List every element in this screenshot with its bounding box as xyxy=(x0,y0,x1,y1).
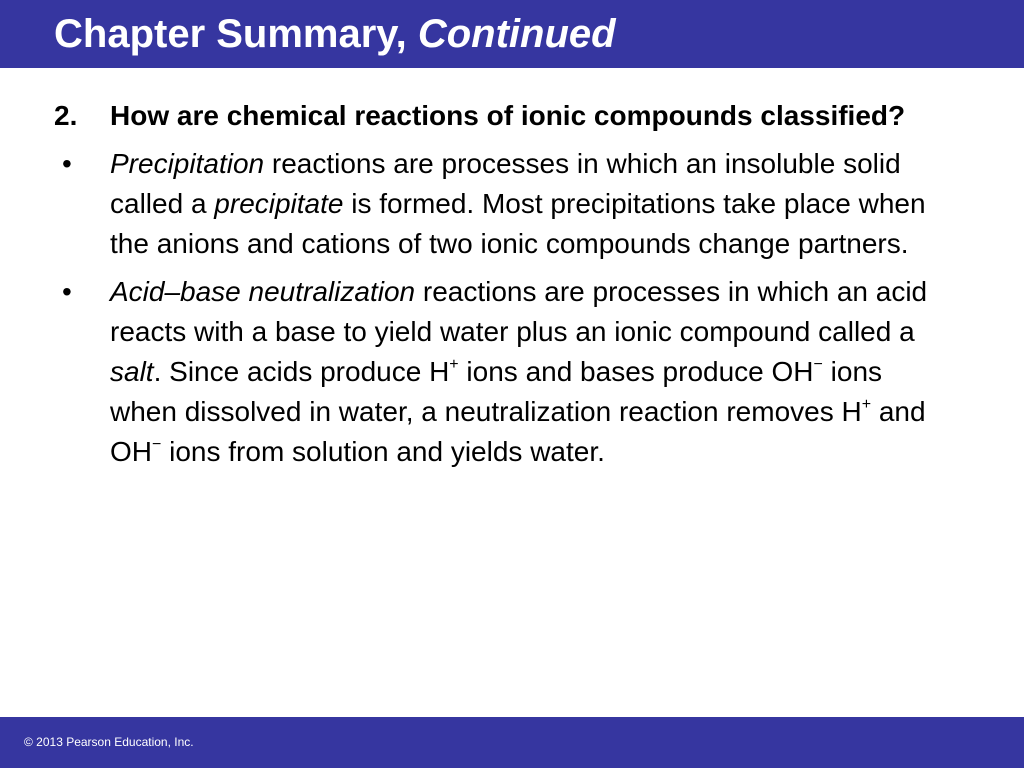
superscript-minus: − xyxy=(152,436,162,453)
bullet-precipitation-text xyxy=(110,144,954,264)
term-precipitation: Precipitation xyxy=(110,148,265,179)
footer-bar xyxy=(0,717,1024,768)
text-span: and OH xyxy=(110,396,926,467)
bullet-precipitation xyxy=(54,144,954,264)
text-span: . Since acids produce H xyxy=(153,356,450,387)
slide-content xyxy=(54,96,954,480)
term-salt: salt xyxy=(110,356,154,387)
bullet-dot: • xyxy=(62,276,72,307)
bullet-dot: • xyxy=(62,148,72,179)
slide-title xyxy=(54,10,616,58)
text-span: ions from solution and yields water. xyxy=(161,436,605,467)
superscript-plus: + xyxy=(449,356,459,373)
term-acid-base: Acid–base neutralization xyxy=(110,276,416,307)
copyright-text: © 2013 Pearson Education, Inc. xyxy=(24,735,194,749)
text-span: reactions are processes in which an insoluble solid called a xyxy=(110,148,901,219)
superscript-plus: + xyxy=(861,396,872,413)
term-precipitate: precipitate xyxy=(214,188,344,219)
bullet-neutralization-text xyxy=(110,272,954,472)
title-main: Chapter Summary, xyxy=(54,12,407,56)
bullet-neutralization xyxy=(54,272,954,472)
question-item xyxy=(54,96,954,136)
title-bar xyxy=(0,0,1024,68)
superscript-minus: − xyxy=(813,356,823,373)
question-text: How are chemical reactions of ionic compounds classified? xyxy=(110,100,906,131)
text-span: ions when dissolved in water, a neutralization reaction removes H xyxy=(110,356,883,427)
question-number: 2. xyxy=(54,100,78,131)
text-span: is formed. Most precipitations take place when the anions and cations of two ionic compounds change partners. xyxy=(110,188,926,259)
title-continued: Continued xyxy=(417,12,616,56)
text-span: reactions are processes in which an acid reacts with a base to yield water plus an ionic compound called a xyxy=(110,276,928,347)
text-span: ions and bases produce OH xyxy=(458,356,814,387)
